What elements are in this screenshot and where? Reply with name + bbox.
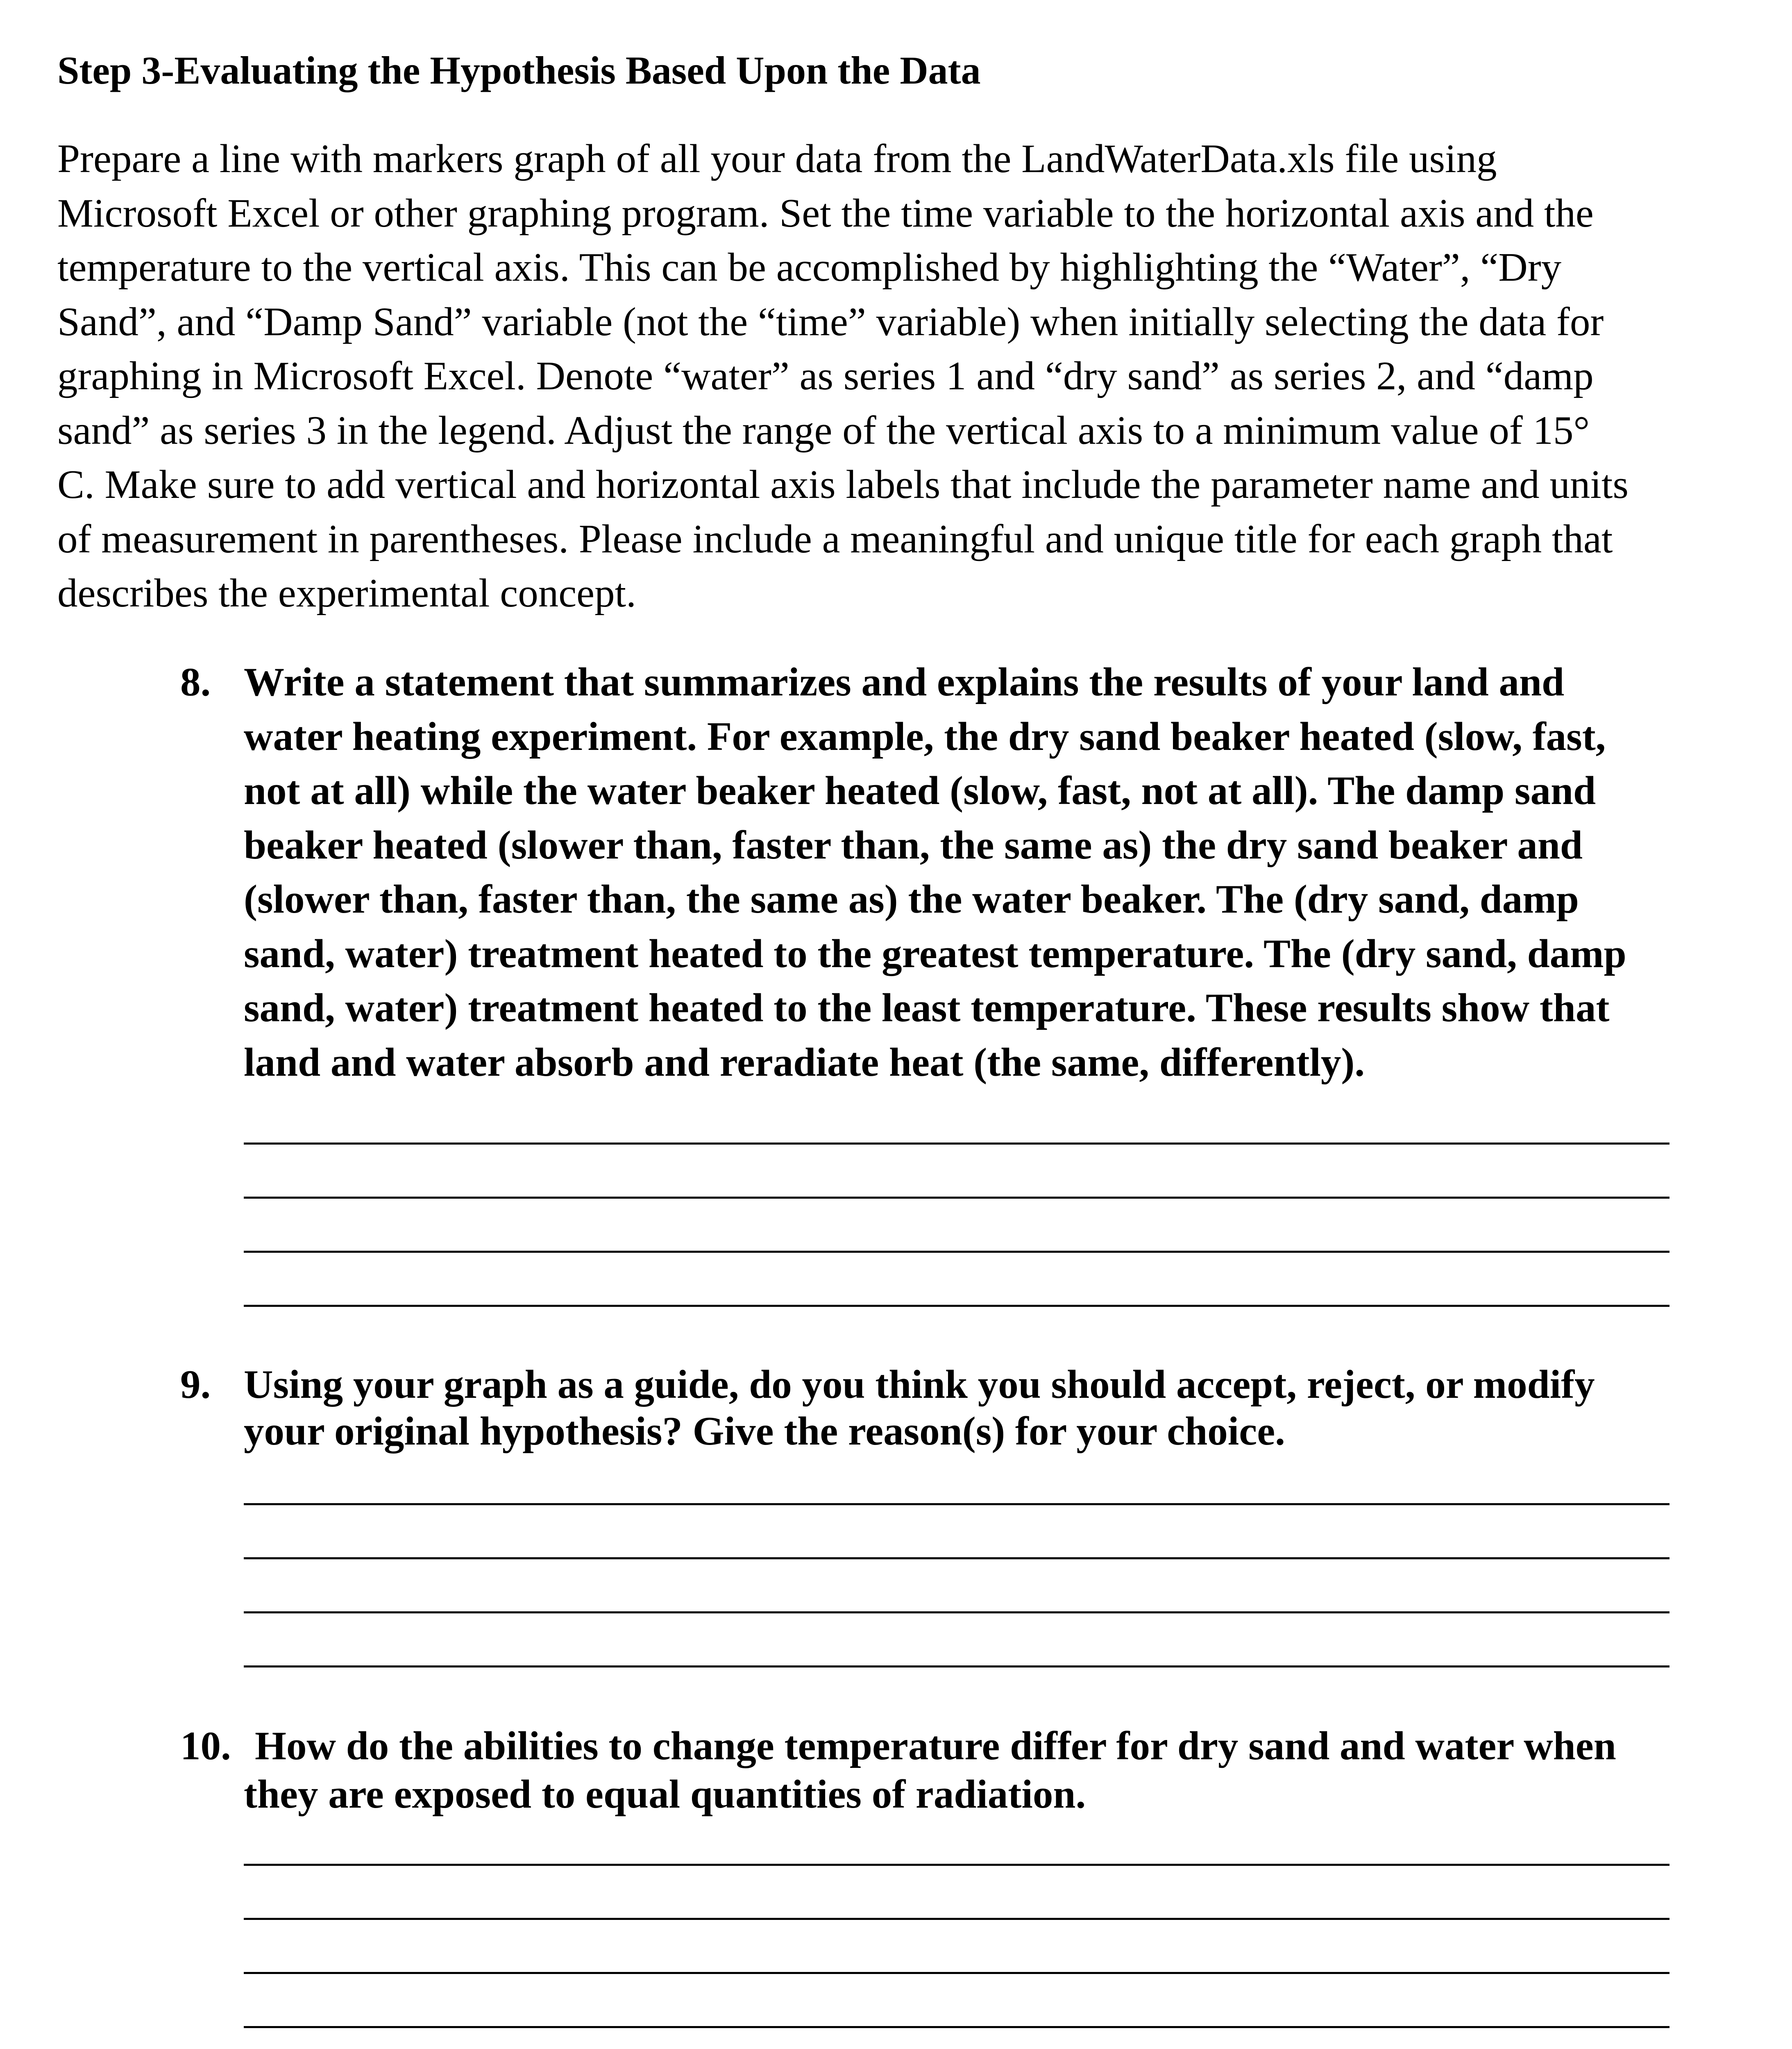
question-text-line: (slower than, faster than, the same as) the water beaker. The (dry sand, damp	[244, 877, 1579, 922]
instructions-line: Microsoft Excel or other graphing program. Set the time variable to the horizontal axis and the	[57, 191, 1594, 236]
question-text-line: land and water absorb and reradiate heat (the same, differently).	[244, 1040, 1365, 1085]
instructions-line: describes the experimental concept.	[57, 571, 636, 616]
question-number: 9.	[180, 1362, 211, 1407]
answer-line[interactable]	[244, 1918, 1670, 1920]
question-text-line: Write a statement that summarizes and explains the results of your land and	[244, 660, 1565, 704]
question-text-line: sand, water) treatment heated to the least temperature. These results show that	[244, 986, 1610, 1030]
answer-line[interactable]	[244, 1557, 1670, 1559]
question-text-line: sand, water) treatment heated to the greatest temperature. The (dry sand, damp	[244, 931, 1626, 976]
question-number: 10.	[180, 1724, 231, 1768]
question-text-line: beaker heated (slower than, faster than, the same as) the dry sand beaker and	[244, 822, 1583, 868]
answer-line[interactable]	[244, 1665, 1670, 1667]
answer-line[interactable]	[244, 1503, 1670, 1505]
answer-line[interactable]	[244, 1972, 1670, 1974]
question-text-line: your original hypothesis? Give the reason(s) for your choice.	[244, 1409, 1285, 1454]
instructions-line: Prepare a line with markers graph of all your data from the LandWaterData.xls file using	[57, 136, 1497, 181]
answer-line[interactable]	[244, 1143, 1670, 1145]
question-text-line: they are exposed to equal quantities of radiation.	[244, 1772, 1086, 1817]
instructions-line: C. Make sure to add vertical and horizontal axis labels that include the parameter name and units	[57, 462, 1629, 507]
section-title: Step 3-Evaluating the Hypothesis Based Upon the Data	[57, 48, 981, 92]
instructions-paragraph	[57, 132, 1680, 621]
answer-line[interactable]	[244, 1611, 1670, 1613]
instructions-line: sand” as series 3 in the legend. Adjust the range of the vertical axis to a minimum value of 15°	[57, 408, 1590, 453]
answer-line[interactable]	[244, 1305, 1670, 1307]
question-text-line: water heating experiment. For example, the dry sand beaker heated (slow, fast,	[244, 714, 1606, 759]
answer-line[interactable]	[244, 1864, 1670, 1866]
question-text-line: How do the abilities to change temperature differ for dry sand and water when	[255, 1724, 1616, 1768]
instructions-line: graphing in Microsoft Excel. Denote “water” as series 1 and “dry sand” as series 2, and “damp	[57, 354, 1594, 398]
question-text-line: not at all) while the water beaker heated (slow, fast, not at all). The damp sand	[244, 768, 1596, 813]
question-number: 8.	[180, 660, 211, 704]
answer-line[interactable]	[244, 1197, 1670, 1199]
instructions-line: Sand”, and “Damp Sand” variable (not the “time” variable) when initially selecting the data for	[57, 299, 1604, 344]
instructions-line: temperature to the vertical axis. This can be accomplished by highlighting the “Water”, “Dry	[57, 245, 1562, 290]
answer-line[interactable]	[244, 2026, 1670, 2028]
question-text-line: Using your graph as a guide, do you think you should accept, reject, or modify	[244, 1362, 1595, 1407]
answer-line[interactable]	[244, 1251, 1670, 1253]
instructions-line: of measurement in parentheses. Please include a meaningful and unique title for each graph that	[57, 516, 1613, 561]
